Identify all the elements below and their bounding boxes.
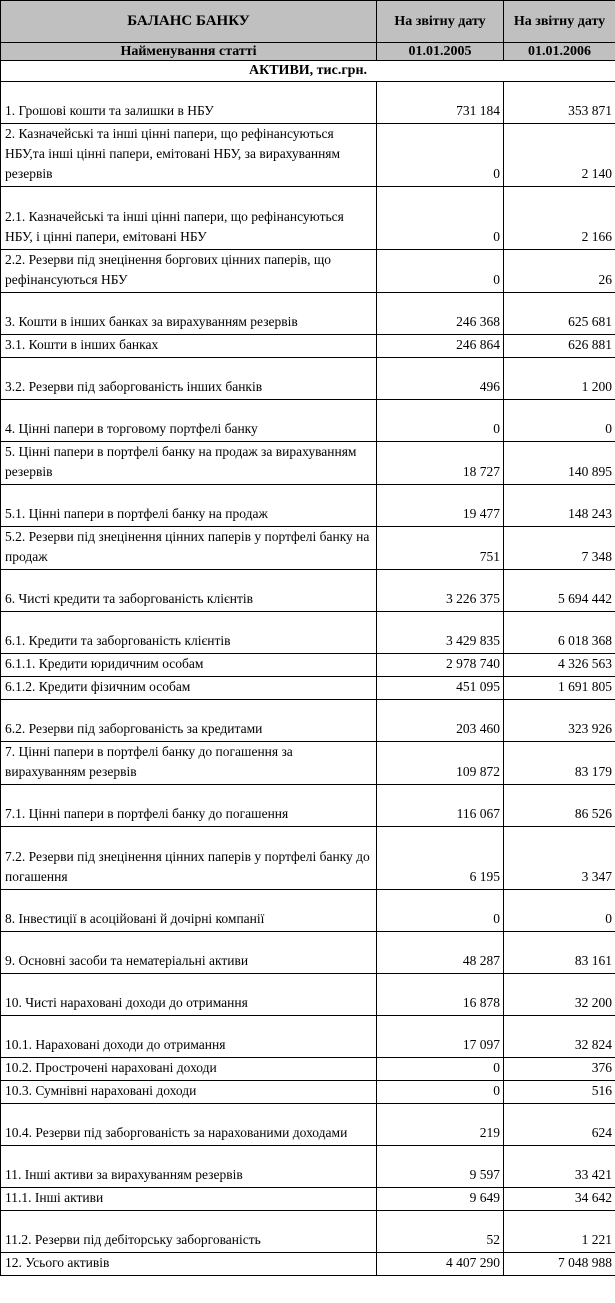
row-label: 2.2. Резерви під знецінення боргових цінних паперів, що рефінансуються НБУ xyxy=(1,250,377,293)
row-label: 10.1. Нараховані доходи до отримання xyxy=(1,1016,377,1058)
value-2005: 246 864 xyxy=(377,335,504,358)
value-2006: 626 881 xyxy=(504,335,615,358)
row-label: 2.1. Казначейські та інші цінні папери, що рефінансуються НБУ, і цінні папери, емітовані НБУ xyxy=(1,187,377,250)
value-2006: 83 179 xyxy=(504,742,615,785)
table-row xyxy=(1,1188,615,1211)
row-label: 10.3. Сумнівні нараховані доходи xyxy=(1,1081,377,1104)
row-label: 9. Основні засоби та нематеріальні активи xyxy=(1,932,377,974)
value-2006: 0 xyxy=(504,890,615,932)
value-2006: 32 824 xyxy=(504,1016,615,1058)
value-2006: 3 347 xyxy=(504,827,615,890)
item-name-header: Найменування статті xyxy=(1,43,377,61)
value-2006: 624 xyxy=(504,1104,615,1146)
value-2006: 323 926 xyxy=(504,700,615,742)
table-row xyxy=(1,932,615,974)
value-2005: 451 095 xyxy=(377,677,504,700)
table-row xyxy=(1,785,615,827)
row-label: 6.1.1. Кредити юридичним особам xyxy=(1,654,377,677)
value-2006: 140 895 xyxy=(504,442,615,485)
value-2005: 203 460 xyxy=(377,700,504,742)
row-label: 5.2. Резерви під знецінення цінних паперів у портфелі банку на продаж xyxy=(1,527,377,570)
row-label: 6. Чисті кредити та заборгованість клієнтів xyxy=(1,570,377,612)
table-row xyxy=(1,612,615,654)
row-label: 5.1. Цінні папери в портфелі банку на продаж xyxy=(1,485,377,527)
value-2006: 376 xyxy=(504,1058,615,1081)
date-2005: 01.01.2005 xyxy=(377,43,504,61)
value-2006: 0 xyxy=(504,400,615,442)
header-row xyxy=(1,1,615,43)
value-2005: 9 649 xyxy=(377,1188,504,1211)
row-label: 8. Інвестиції в асоційовані й дочірні компанії xyxy=(1,890,377,932)
value-2006: 625 681 xyxy=(504,293,615,335)
table-row xyxy=(1,742,615,785)
value-2005: 3 226 375 xyxy=(377,570,504,612)
value-2005: 116 067 xyxy=(377,785,504,827)
value-2006: 34 642 xyxy=(504,1188,615,1211)
value-2005: 16 878 xyxy=(377,974,504,1016)
value-2006: 7 048 988 xyxy=(504,1253,615,1276)
row-label: 10. Чисті нараховані доходи до отримання xyxy=(1,974,377,1016)
value-2006: 516 xyxy=(504,1081,615,1104)
row-label: 4. Цінні папери в торговому портфелі банку xyxy=(1,400,377,442)
value-2005: 496 xyxy=(377,358,504,400)
assets-section-title: АКТИВИ, тис.грн. xyxy=(1,61,615,82)
section-row xyxy=(1,61,615,82)
row-label: 11.2. Резерви під дебіторську заборгованість xyxy=(1,1211,377,1253)
row-label: 2. Казначейські та інші цінні папери, що рефінансуються НБУ,та інші цінні папери, емітовані НБУ, за вирахуванням резервів xyxy=(1,124,377,187)
value-2006: 83 161 xyxy=(504,932,615,974)
table-row xyxy=(1,1081,615,1104)
value-2005: 0 xyxy=(377,1081,504,1104)
table-row xyxy=(1,358,615,400)
value-2005: 0 xyxy=(377,890,504,932)
table-row xyxy=(1,974,615,1016)
row-label: 6.1.2. Кредити фізичним особам xyxy=(1,677,377,700)
table-row xyxy=(1,400,615,442)
value-2006: 6 018 368 xyxy=(504,612,615,654)
value-2005: 0 xyxy=(377,400,504,442)
table-title: БАЛАНС БАНКУ xyxy=(1,1,377,43)
table-row xyxy=(1,1016,615,1058)
value-2005: 19 477 xyxy=(377,485,504,527)
row-label: 5. Цінні папери в портфелі банку на продаж за вирахуванням резервів xyxy=(1,442,377,485)
value-2005: 0 xyxy=(377,124,504,187)
value-2006: 1 221 xyxy=(504,1211,615,1253)
table-row xyxy=(1,1253,615,1276)
row-label: 3.1. Кошти в інших банках xyxy=(1,335,377,358)
row-label: 12. Усього активів xyxy=(1,1253,377,1276)
row-label: 7. Цінні папери в портфелі банку до погашення за вирахуванням резервів xyxy=(1,742,377,785)
value-2005: 219 xyxy=(377,1104,504,1146)
value-2005: 9 597 xyxy=(377,1146,504,1188)
table-row xyxy=(1,527,615,570)
value-2005: 109 872 xyxy=(377,742,504,785)
value-2006: 26 xyxy=(504,250,615,293)
row-label: 10.2. Прострочені нараховані доходи xyxy=(1,1058,377,1081)
row-label: 7.1. Цінні папери в портфелі банку до погашення xyxy=(1,785,377,827)
table-row xyxy=(1,1146,615,1188)
table-row xyxy=(1,677,615,700)
value-2005: 18 727 xyxy=(377,442,504,485)
table-row xyxy=(1,1058,615,1081)
value-2006: 4 326 563 xyxy=(504,654,615,677)
value-2005: 0 xyxy=(377,250,504,293)
row-label: 6.2. Резерви під заборгованість за кредитами xyxy=(1,700,377,742)
value-2005: 3 429 835 xyxy=(377,612,504,654)
table-row xyxy=(1,700,615,742)
value-2005: 2 978 740 xyxy=(377,654,504,677)
value-2005: 246 368 xyxy=(377,293,504,335)
table-row xyxy=(1,82,615,124)
value-2006: 32 200 xyxy=(504,974,615,1016)
value-2006: 33 421 xyxy=(504,1146,615,1188)
value-2005: 4 407 290 xyxy=(377,1253,504,1276)
table-row xyxy=(1,250,615,293)
row-label: 11.1. Інші активи xyxy=(1,1188,377,1211)
table-row xyxy=(1,570,615,612)
table-row xyxy=(1,1104,615,1146)
table-row xyxy=(1,654,615,677)
date-2006: 01.01.2006 xyxy=(504,43,615,61)
column-header-2005: На звітну дату xyxy=(377,1,504,43)
value-2006: 2 140 xyxy=(504,124,615,187)
row-label: 11. Інші активи за вирахуванням резервів xyxy=(1,1146,377,1188)
row-label: 1. Грошові кошти та залишки в НБУ xyxy=(1,82,377,124)
row-label: 3.2. Резерви під заборгованість інших банків xyxy=(1,358,377,400)
column-header-2006: На звітну дату xyxy=(504,1,615,43)
table-row xyxy=(1,485,615,527)
row-label: 6.1. Кредити та заборгованість клієнтів xyxy=(1,612,377,654)
row-label: 7.2. Резерви під знецінення цінних паперів у портфелі банку до погашення xyxy=(1,827,377,890)
value-2005: 52 xyxy=(377,1211,504,1253)
value-2005: 0 xyxy=(377,187,504,250)
value-2006: 5 694 442 xyxy=(504,570,615,612)
table-row xyxy=(1,442,615,485)
table-row xyxy=(1,1211,615,1253)
value-2006: 1 200 xyxy=(504,358,615,400)
value-2005: 48 287 xyxy=(377,932,504,974)
table-row xyxy=(1,124,615,187)
value-2005: 731 184 xyxy=(377,82,504,124)
table-row xyxy=(1,335,615,358)
value-2005: 17 097 xyxy=(377,1016,504,1058)
value-2005: 0 xyxy=(377,1058,504,1081)
value-2006: 148 243 xyxy=(504,485,615,527)
value-2006: 353 871 xyxy=(504,82,615,124)
table-row xyxy=(1,293,615,335)
row-label: 3. Кошти в інших банках за вирахуванням резервів xyxy=(1,293,377,335)
value-2006: 1 691 805 xyxy=(504,677,615,700)
value-2005: 6 195 xyxy=(377,827,504,890)
value-2006: 7 348 xyxy=(504,527,615,570)
header-subrow xyxy=(1,43,615,61)
table-row xyxy=(1,890,615,932)
value-2005: 751 xyxy=(377,527,504,570)
value-2006: 86 526 xyxy=(504,785,615,827)
table-row xyxy=(1,187,615,250)
table-row xyxy=(1,827,615,890)
row-label: 10.4. Резерви під заборгованість за нарахованими доходами xyxy=(1,1104,377,1146)
value-2006: 2 166 xyxy=(504,187,615,250)
